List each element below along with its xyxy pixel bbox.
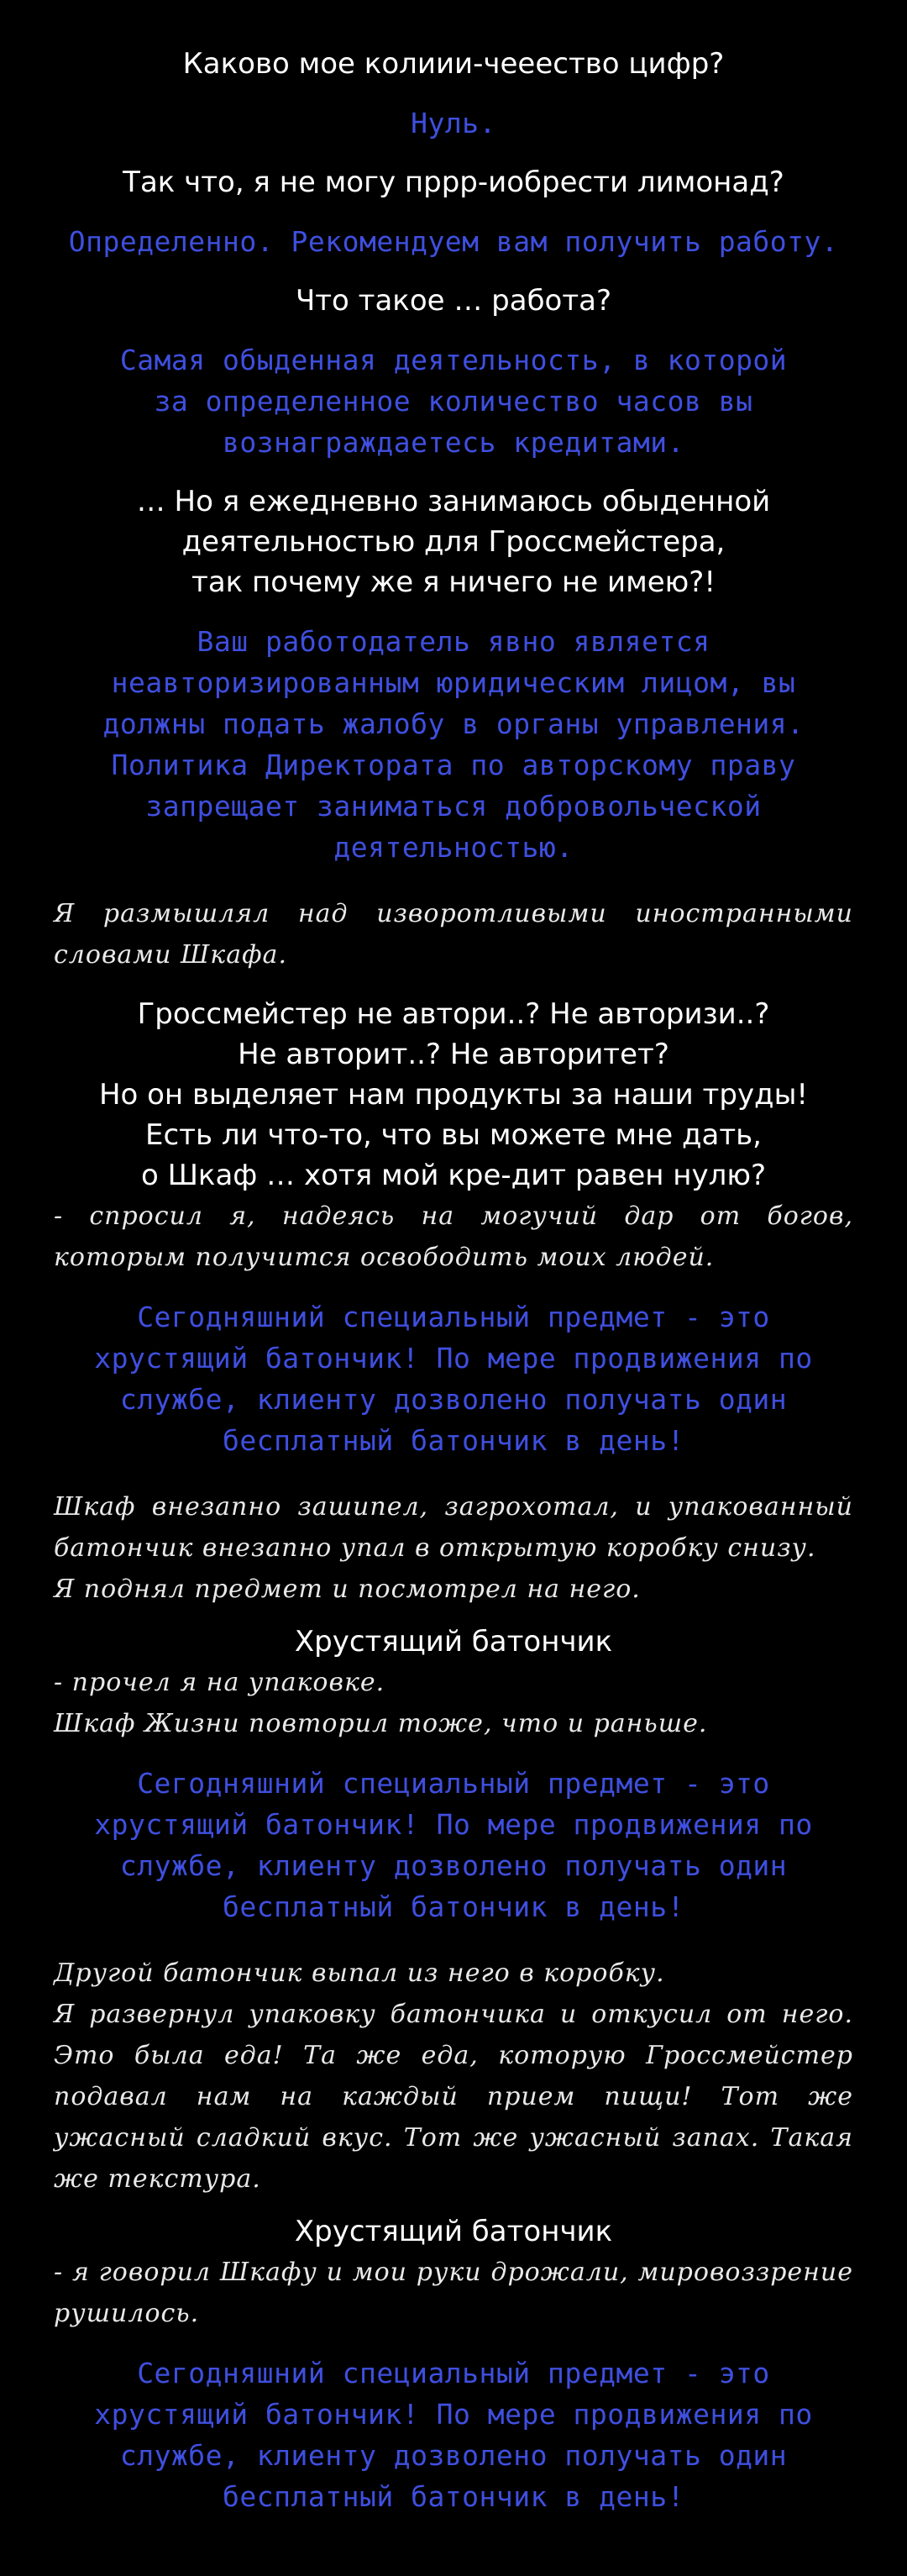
machine-reply: Нуль.: [411, 107, 496, 139]
speech-line: Хрустящий батончик: [294, 2215, 613, 2248]
speech-line: … Но я ежедневно занимаюсь обыденной деятельностью для Гроссмейстера, так почему же я ничего не имею?!: [136, 485, 771, 599]
speech-line: Гроссмейстер не автори..? Не авторизи..? Не авторит..? Не авторитет? Но он выделяет нам продукты за наши труды! Есть ли что-то, что вы можете мне дать, о Шкаф … хотя мой кре-дит равен нулю?: [98, 997, 809, 1192]
speech-line: Что такое … работа?: [295, 284, 612, 318]
speech-line: Хрустящий батончик: [294, 1625, 613, 1659]
narration-paragraph: - спросил я, надеясь на могучий дар от богов, которым получится освободить моих людей.: [54, 1201, 853, 1272]
narration-paragraph: Шкаф внезапно зашипел, загрохотал, и упакованный батончик внезапно упал в открытую коробку снизу.: [54, 1492, 853, 1563]
narration-paragraph: Я поднял предмет и посмотрел на него.: [54, 1575, 641, 1604]
narration-paragraph: Я размышлял над изворотливыми иностранными словами Шкафа.: [54, 899, 853, 970]
machine-reply: Определенно. Рекомендуем вам получить работу.: [68, 225, 839, 258]
speech-line: Так что, я не могу пррр-иобрести лимонад?: [123, 166, 784, 199]
machine-reply: Сегодняшний специальный предмет - это хрустящий батончик! По мере продвижения по службе, клиенту дозволено получать один бесплатный батончик в день!: [94, 1767, 813, 1923]
narration-paragraph: Шкаф Жизни повторил тоже, что и раньше.: [54, 1709, 708, 1738]
speech-line: Каково мое колиии-чееество цифр?: [182, 47, 725, 81]
machine-reply: Сегодняшний специальный предмет - это хрустящий батончик! По мере продвижения по службе, клиенту дозволено получать один бесплатный батончик в день!: [94, 2357, 813, 2513]
machine-reply: Сегодняшний специальный предмет - это хрустящий батончик! По мере продвижения по службе, клиенту дозволено получать один бесплатный батончик в день!: [94, 1301, 813, 1457]
narration-paragraph: Я развернул упаковку батончика и откусил от него. Это была еда! Та же еда, которую Гроссмейстер подавал нам на каждый прием пищи! Тот же ужасный сладкий вкус. Тот же ужасный запах. Такая же текстура.: [54, 2000, 853, 2194]
machine-reply: Ваш работодатель явно является неавторизированным юридическим лицом, вы должны подать жалобу в органы управления. Политика Директората по авторскому праву запрещает заниматься добровольческой деятельностью.: [102, 625, 805, 864]
machine-reply: Самая обыденная деятельность, в которой за определенное количество часов вы вознаграждаетесь кредитами.: [119, 344, 788, 459]
narration-paragraph: Другой батончик выпал из него в коробку.: [54, 1958, 665, 1988]
narration-paragraph: - я говорил Шкафу и мои руки дрожали, мировоззрение рушилось.: [54, 2258, 853, 2328]
narration-paragraph: - прочел я на упаковке.: [54, 1668, 385, 1697]
